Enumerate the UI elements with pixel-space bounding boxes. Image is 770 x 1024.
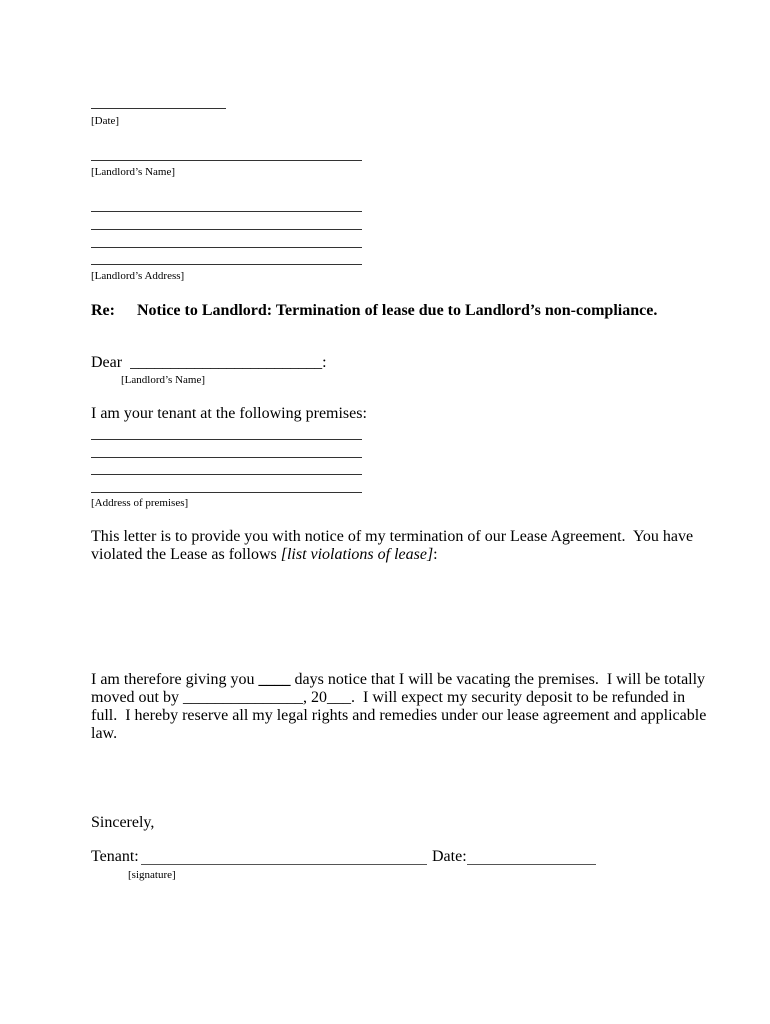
premises-intro: I am your tenant at the following premises: [91,405,367,422]
landlord-address-line[interactable] [91,229,362,230]
landlord-name-label: [Landlord’s Name] [91,166,175,178]
paragraph2-line2: moved out by _______________, 20___. I will expect my security deposit to be refunded in [91,689,686,706]
tenant-label: Tenant: [91,848,139,865]
text: : [433,546,438,563]
premises-address-label: [Address of premises] [91,497,189,509]
tenant-signature-line[interactable] [141,864,427,865]
paragraph2-line1 [91,671,705,689]
days-blank[interactable]: ____ [258,671,291,688]
paragraph2-line3: full. I hereby reserve all my legal rights and remedies under our lease agreement and applicable [91,707,707,724]
salutation [91,354,327,372]
premises-address-line[interactable] [91,474,362,475]
premises-address-line[interactable] [91,439,362,440]
closing-date-line[interactable] [467,864,596,865]
landlord-name-line[interactable] [91,160,362,161]
premises-address-line[interactable] [91,492,362,493]
paragraph1-line2 [91,546,438,564]
text: I am therefore giving you [91,671,259,688]
landlord-address-line[interactable] [91,211,362,212]
landlord-address-line[interactable] [91,247,362,248]
date-line[interactable] [91,108,226,109]
paragraph1-line1: This letter is to provide you with notice of my termination of our Lease Agreement. You have [91,528,694,545]
text: violated the Lease as follows [91,546,281,563]
paragraph2-line4: law. [91,725,118,742]
landlord-address-label: [Landlord’s Address] [91,270,185,282]
premises-address-line[interactable] [91,457,362,458]
text: days notice that I will be vacating the premises. I will be totally [290,671,706,688]
dear-text: Dear [91,354,123,371]
landlord-address-line[interactable] [91,264,362,265]
violations-placeholder: [list violations of lease] [280,546,434,563]
salutation-name-label: [Landlord’s Name] [121,374,205,386]
signature-label: [signature] [128,869,176,881]
closing-date-label: Date: [432,848,467,865]
subject-title: Notice to Landlord: Termination of lease due to Landlord’s non-compliance. [137,302,658,319]
sincerely: Sincerely, [91,814,155,831]
date-label: [Date] [91,115,120,127]
re-label: Re: [91,302,115,319]
landlord-name-blank[interactable]: ________________________ [130,354,323,371]
colon: : [322,354,327,371]
